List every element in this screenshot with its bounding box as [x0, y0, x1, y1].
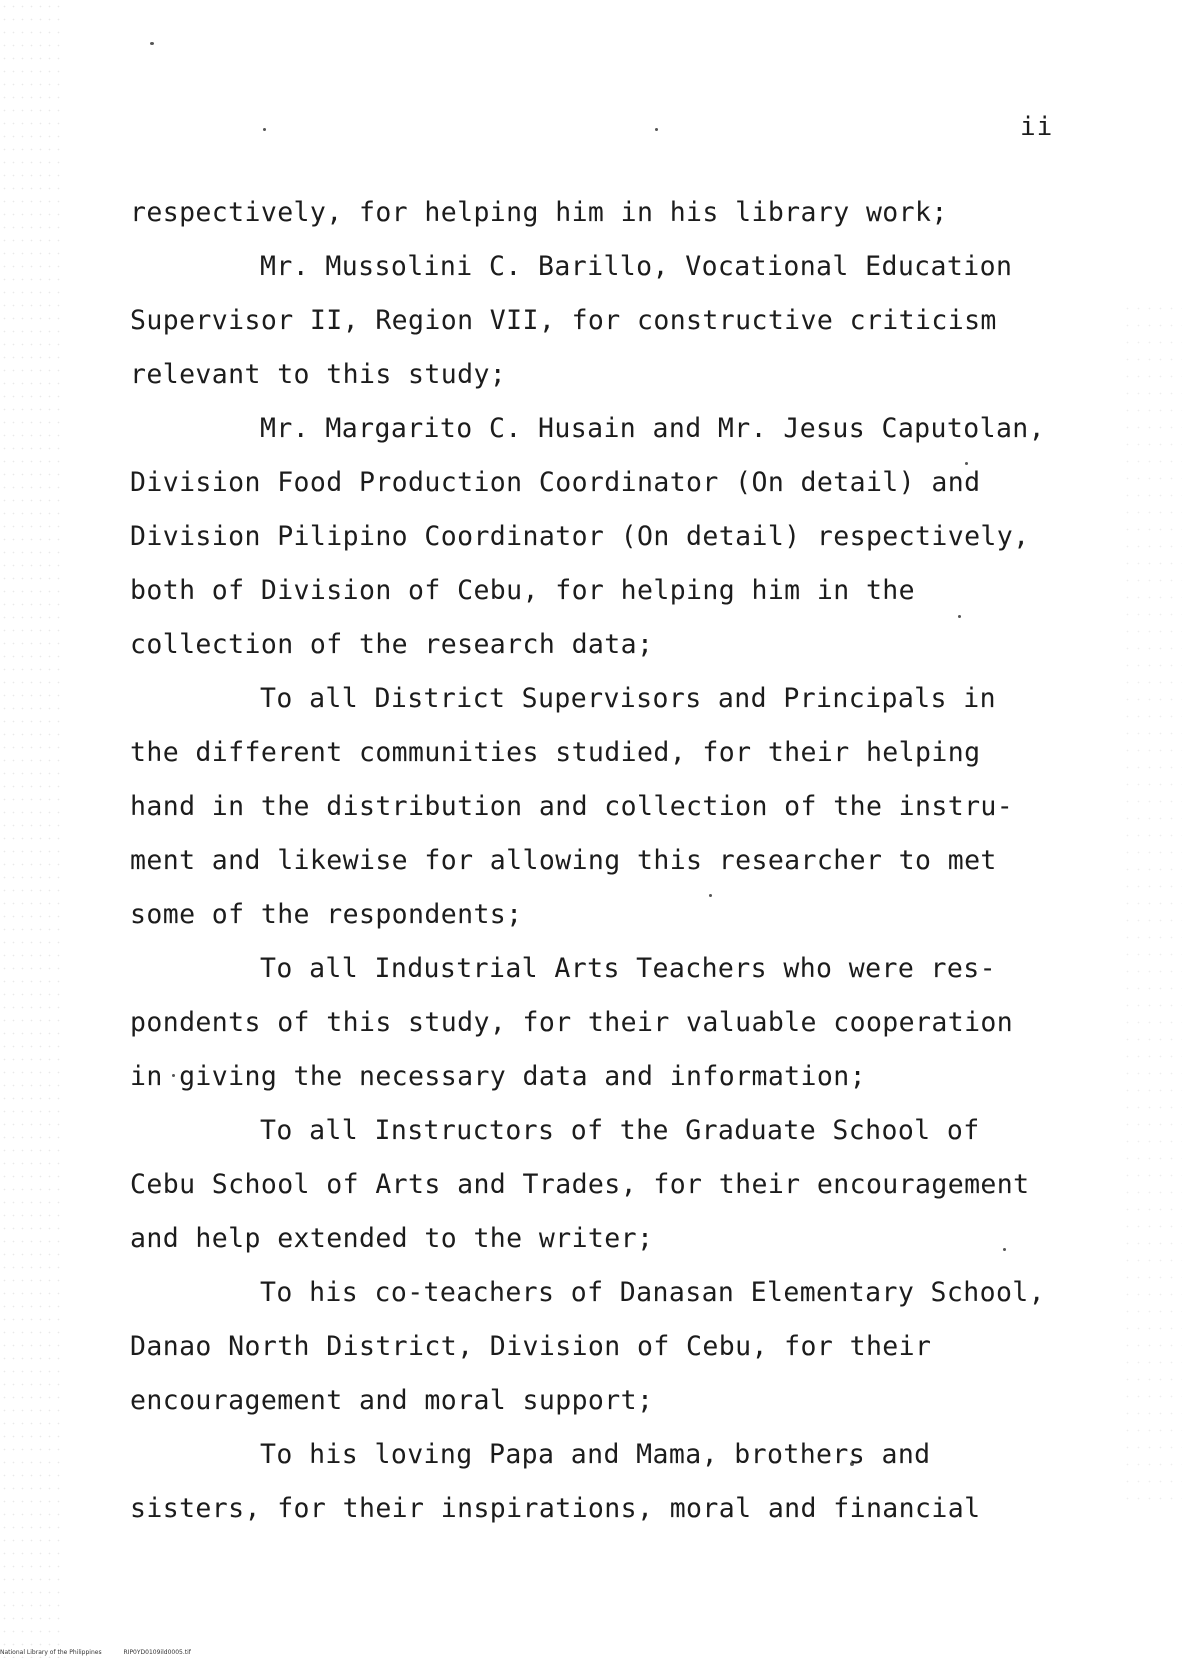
text-line: encouragement and moral support; [130, 1385, 654, 1416]
text-line: To his loving Papa and Mama, brothers and [260, 1439, 931, 1470]
acknowledgment-body [0, 186, 1182, 1536]
text-line: Danao North District, Division of Cebu, for their [130, 1331, 932, 1362]
text-line: ment and likewise for allowing this researcher to met [130, 845, 997, 876]
text-line: Division Food Production Coordinator (On detail) and [130, 467, 981, 498]
text-line: Supervisor II, Region VII, for constructive criticism [130, 305, 997, 336]
text-line: Mr. Margarito C. Husain and Mr. Jesus Caputolan, [260, 413, 1046, 444]
footer-library: National Library of the Philippines [0, 1649, 102, 1656]
page-number: ii [1020, 112, 1054, 142]
text-line: the different communities studied, for their helping [130, 737, 981, 768]
text-line: relevant to this study; [130, 359, 507, 390]
text-line: collection of the research data; [130, 629, 654, 660]
scan-speck [655, 128, 658, 131]
text-line: Mr. Mussolini C. Barillo, Vocational Education [260, 251, 1013, 282]
text-line: To all Industrial Arts Teachers who were res- [260, 953, 996, 984]
text-line: Division Pilipino Coordinator (On detail) respectively, [130, 521, 1030, 552]
scan-speck [263, 128, 266, 131]
text-line: To all District Supervisors and Principals in [260, 683, 996, 714]
footer-file-id: RIP0YD0109ild0005.tif [123, 1649, 191, 1656]
text-line: and help extended to the writer; [130, 1223, 654, 1254]
text-line: hand in the distribution and collection of the instru- [130, 791, 1014, 822]
text-line: both of Division of Cebu, for helping him in the [130, 575, 916, 606]
text-line: pondents of this study, for their valuable cooperation [130, 1007, 1014, 1038]
text-line: sisters, for their inspirations, moral and financial [130, 1493, 981, 1524]
text-line: Cebu School of Arts and Trades, for their encouragement [130, 1169, 1030, 1200]
text-line: To all Instructors of the Graduate School of [260, 1115, 980, 1146]
text-line: To his co-teachers of Danasan Elementary School, [260, 1277, 1046, 1308]
text-line: in giving the necessary data and information; [130, 1061, 866, 1092]
scan-speck [150, 42, 154, 45]
scan-footer [0, 1649, 211, 1656]
text-line: respectively, for helping him in his library work; [130, 197, 948, 228]
text-line: some of the respondents; [130, 899, 523, 930]
